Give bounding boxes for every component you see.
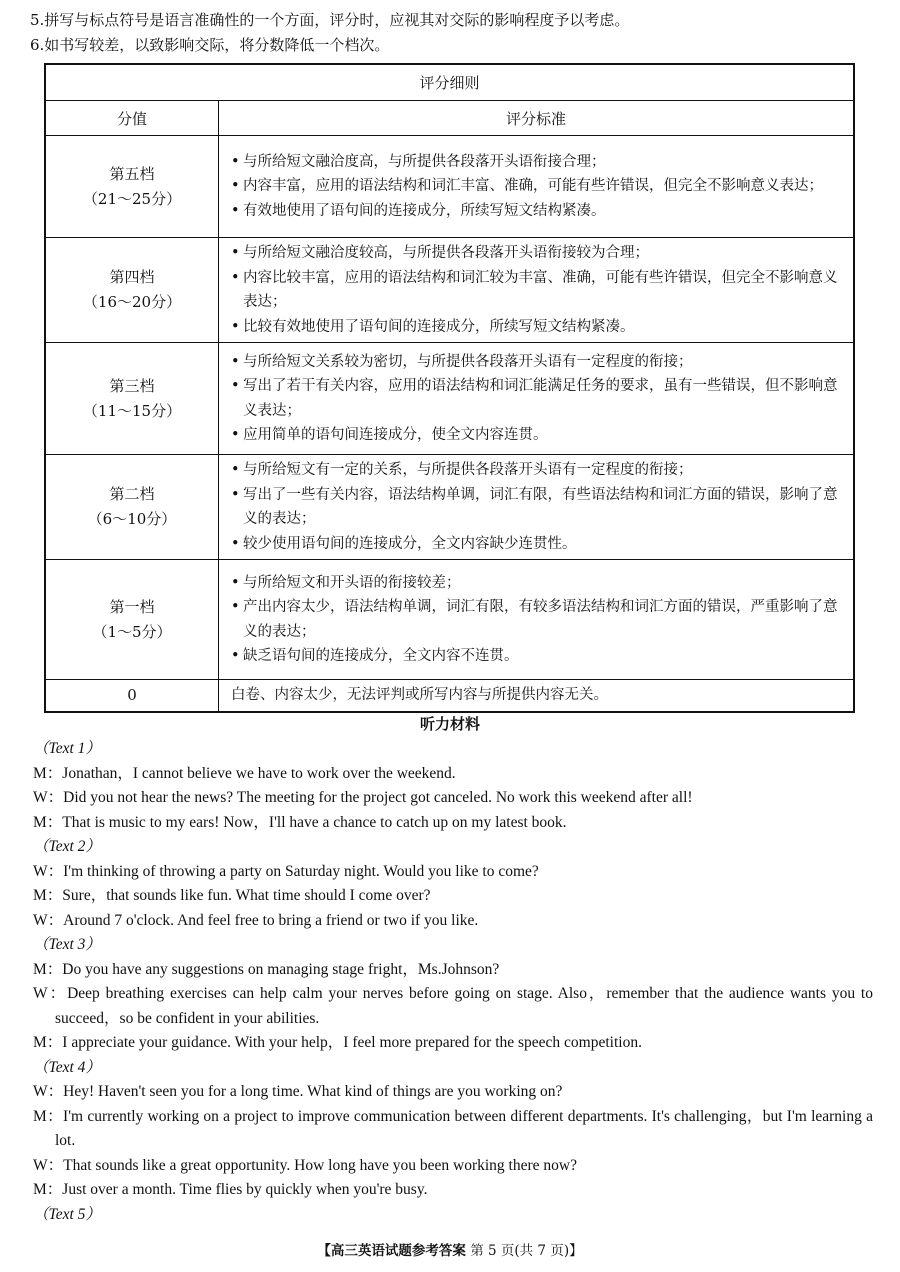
- dialogue-text: Hey! Haven't seen you for a long time. What kind of things are you working on?: [63, 1083, 563, 1100]
- rubric-caption: 评分细则: [45, 64, 854, 101]
- level-cell: [45, 343, 219, 455]
- bullet-icon: •: [231, 153, 240, 170]
- bullet-icon: •: [231, 178, 240, 195]
- zero-score-criteria: 白卷、内容太少，无法评判或所写内容与所提供内容无关。: [219, 680, 855, 712]
- dialogue-line: [33, 1178, 873, 1203]
- scoring-notes: [30, 8, 880, 58]
- level-cell: [45, 560, 219, 680]
- dialogue-text: That sounds like a great opportunity. How long have you been working there now?: [63, 1156, 577, 1174]
- dialogue-text: Did you not hear the news? The meeting for the project got canceled. No work this weekend after all!: [63, 789, 693, 806]
- bullet-icon: •: [231, 535, 240, 552]
- dialogue-text: That is music to my ears! Now，I'll have a chance to catch up on my latest book.: [62, 813, 567, 831]
- criteria-text: 与所给短文有一定的关系，与所提供各段落开头语有一定程度的衔接；: [243, 462, 693, 478]
- criteria-text: 有效地使用了语句间的连接成分，所续写短文结构紧凑。: [243, 202, 606, 219]
- criteria-item: [231, 315, 845, 340]
- criteria-item: [231, 571, 845, 596]
- criteria-item: [231, 644, 845, 669]
- dialogue-text: Deep breathing exercises can help calm your nerves before going on stage. Also，remember that the audience wants you to succeed，so be confident in your abilities.: [55, 985, 873, 1027]
- speaker-label: M：: [33, 1034, 63, 1051]
- rubric-row: [45, 455, 854, 560]
- rubric-row: [45, 560, 854, 680]
- bullet-icon: •: [231, 378, 240, 394]
- criteria-item: [231, 532, 845, 557]
- dialogue-line: [33, 811, 873, 836]
- bullet-icon: •: [231, 574, 240, 591]
- zero-score: 0: [45, 680, 219, 712]
- dialogue-text: Do you have any suggestions on managing stage fright，Ms.Johnson?: [62, 960, 500, 978]
- speaker-label: M：: [33, 887, 63, 904]
- footer-page-number: 第 5 页(共 7 页)】: [470, 1243, 583, 1259]
- dialogue-text: I appreciate your guidance. With your help，I feel more prepared for the speech competition.: [62, 1034, 642, 1051]
- criteria-text: 较少使用语句间的连接成分，全文内容缺少连贯性。: [243, 535, 577, 552]
- criteria-text: 比较有效地使用了语句间的连接成分，所续写短文结构紧凑。: [243, 318, 635, 335]
- speaker-label: W：: [33, 862, 64, 880]
- criteria-text: 与所给短文关系较为密切，与所提供各段落开头语有一定程度的衔接；: [243, 353, 693, 370]
- bullet-icon: •: [231, 462, 240, 478]
- rubric-row: [45, 136, 854, 238]
- text-heading: （Text 5）: [33, 1205, 101, 1223]
- criteria-item: [231, 483, 845, 532]
- rubric-row: [45, 238, 854, 343]
- level-score-range: （11～15分）: [82, 401, 182, 420]
- criteria-item: [231, 458, 845, 483]
- criteria-text: 内容丰富，应用的语法结构和词汇丰富、准确，可能有些许错误，但完全不影响意义表达；: [243, 178, 823, 195]
- criteria-item: [231, 150, 845, 175]
- level-name: 第五档: [109, 164, 155, 183]
- bullet-icon: •: [231, 353, 240, 370]
- dialogue-line: [33, 762, 873, 787]
- dialogue-text: Jonathan，I cannot believe we have to work over the weekend.: [62, 764, 456, 782]
- dialogue-line: [33, 884, 873, 909]
- listening-title: 听力材料: [419, 715, 480, 733]
- note-5: 5.拼写与标点符号是语言准确性的一个方面，评分时，应视其对交际的影响程度予以考虑。: [30, 11, 630, 29]
- page-footer: [0, 1239, 900, 1259]
- dialogue-line: [33, 909, 873, 934]
- level-name: 第二档: [109, 485, 155, 503]
- rubric-row-zero: [45, 680, 854, 712]
- speaker-label: W：: [33, 1156, 64, 1174]
- level-name: 第四档: [109, 268, 155, 286]
- level-cell: [45, 238, 219, 343]
- level-name: 第三档: [109, 376, 155, 395]
- criteria-cell: [219, 455, 855, 560]
- dialogue-text: Just over a month. Time flies by quickly when you're busy.: [62, 1181, 428, 1198]
- speaker-label: M：: [33, 813, 63, 831]
- criteria-text: 与所给短文融洽度较高，与所提供各段落开头语衔接较为合理；: [243, 245, 649, 261]
- col-header-score: 分值: [45, 101, 219, 136]
- dialogue-line: [33, 1154, 873, 1179]
- dialogue-line: [33, 958, 873, 983]
- bullet-icon: •: [231, 486, 240, 503]
- criteria-item: [231, 350, 845, 375]
- listening-transcript: [33, 737, 873, 1227]
- criteria-cell: [219, 238, 855, 343]
- bullet-icon: •: [231, 245, 240, 261]
- speaker-label: M：: [33, 764, 63, 782]
- dialogue-text: Sure，that sounds like fun. What time should I come over?: [62, 887, 431, 904]
- bullet-icon: •: [231, 427, 240, 443]
- dialogue-text: I'm thinking of throwing a party on Saturday night. Would you like to come?: [63, 862, 539, 880]
- criteria-item: [231, 174, 845, 199]
- criteria-text: 缺乏语句间的连接成分，全文内容不连贯。: [243, 648, 519, 664]
- bullet-icon: •: [231, 202, 240, 219]
- level-score-range: （6～10分）: [87, 510, 177, 528]
- text-heading: （Text 4）: [33, 1058, 101, 1076]
- speaker-label: W：: [33, 789, 64, 806]
- rubric-table: [44, 63, 855, 713]
- text-heading: （Text 1）: [33, 740, 101, 757]
- footer-title: 【高三英语试题参考答案: [317, 1243, 466, 1259]
- speaker-label: M：: [33, 1107, 64, 1125]
- criteria-item: [231, 595, 845, 644]
- speaker-label: W：: [33, 911, 64, 929]
- level-score-range: （21～25分）: [82, 189, 182, 208]
- dialogue-text: I'm currently working on a project to improve communication between different departments. It's challenging，but I'm learning a lot.: [55, 1107, 873, 1149]
- bullet-icon: •: [231, 269, 240, 286]
- level-cell: [45, 136, 219, 238]
- speaker-label: W：: [33, 1083, 64, 1100]
- criteria-cell: [219, 560, 855, 680]
- speaker-label: M：: [33, 1181, 63, 1198]
- dialogue-line: [33, 786, 873, 811]
- dialogue-line: [33, 860, 873, 885]
- criteria-text: 内容比较丰富，应用的语法结构和词汇较为丰富、准确，可能有些许错误，但完全不影响意义表达；: [243, 269, 838, 310]
- bullet-icon: •: [231, 599, 240, 615]
- criteria-item: [231, 423, 845, 448]
- speaker-label: M：: [33, 960, 63, 978]
- dialogue-line: [33, 1080, 873, 1105]
- bullet-icon: •: [231, 318, 240, 335]
- speaker-label: W：: [33, 985, 68, 1002]
- criteria-item: [231, 266, 845, 315]
- dialogue-line: [33, 1105, 873, 1154]
- criteria-text: 与所给短文融洽度高，与所提供各段落开头语衔接合理；: [243, 153, 606, 170]
- criteria-text: 写出了一些有关内容，语法结构单调，词汇有限，有些语法结构和词汇方面的错误，影响了意义的表达；: [243, 486, 838, 527]
- criteria-text: 应用简单的语句间连接成分，使全文内容连贯。: [243, 427, 548, 443]
- col-header-criteria: 评分标准: [219, 101, 855, 136]
- text-heading: （Text 3）: [33, 936, 101, 953]
- level-score-range: （1～5分）: [92, 622, 172, 641]
- criteria-cell: [219, 343, 855, 455]
- criteria-item: [231, 374, 845, 423]
- note-6: 6.如书写较差，以致影响交际，将分数降低一个档次。: [30, 36, 390, 54]
- dialogue-line: [33, 1031, 873, 1056]
- level-score-range: （16～20分）: [82, 293, 182, 311]
- bullet-icon: •: [231, 648, 240, 664]
- dialogue-text: Around 7 o'clock. And feel free to bring a friend or two if you like.: [63, 911, 479, 929]
- criteria-text: 写出了若干有关内容，应用的语法结构和词汇能满足任务的要求，虽有一些错误，但不影响意义表达；: [243, 378, 838, 419]
- level-cell: [45, 455, 219, 560]
- criteria-text: 与所给短文和开头语的衔接较差；: [243, 574, 461, 591]
- text-heading: （Text 2）: [33, 838, 101, 855]
- criteria-cell: [219, 136, 855, 238]
- criteria-item: [231, 241, 845, 266]
- level-name: 第一档: [109, 597, 155, 616]
- dialogue-line: [33, 982, 873, 1031]
- rubric-row: [45, 343, 854, 455]
- criteria-text: 产出内容太少，语法结构单调，词汇有限，有较多语法结构和词汇方面的错误，严重影响了意义的表达；: [243, 599, 838, 640]
- criteria-item: [231, 199, 845, 224]
